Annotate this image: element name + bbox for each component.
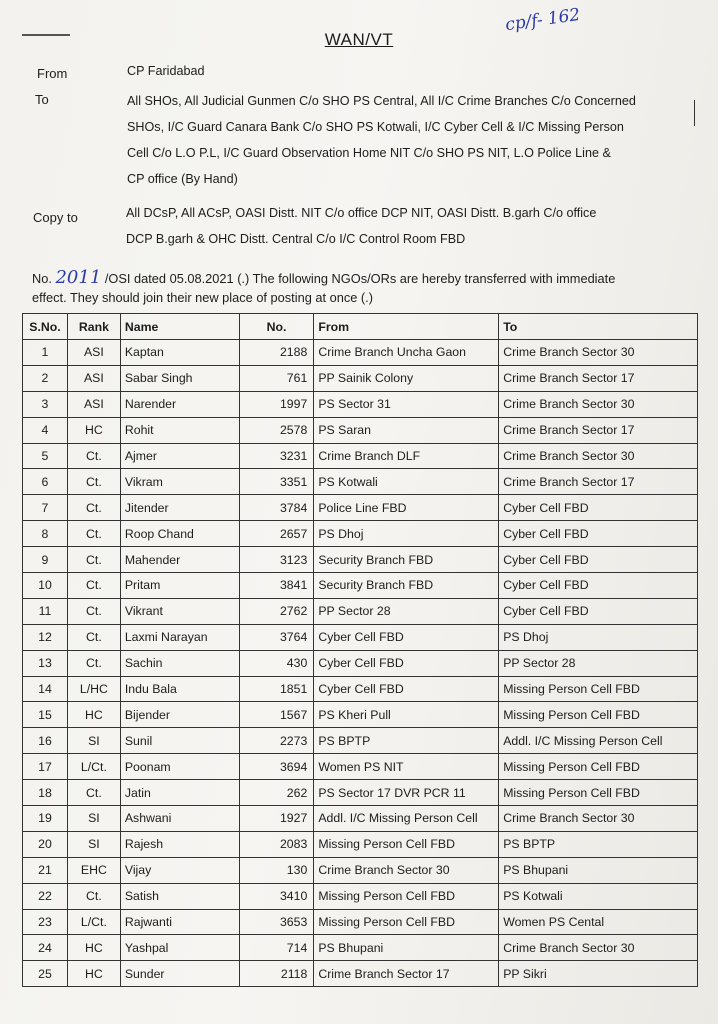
cell-rank: Ct. (67, 573, 120, 599)
copy-to-label: Copy to (33, 210, 78, 225)
table-body (23, 340, 698, 987)
table-row (23, 883, 698, 909)
table-row (23, 857, 698, 883)
cell-sno: 1 (23, 340, 68, 366)
cell-name: Narender (120, 391, 239, 417)
cell-to: Crime Branch Sector 17 (499, 469, 698, 495)
cell-name: Indu Bala (120, 676, 239, 702)
col-header-rank: Rank (67, 314, 120, 340)
table-row (23, 521, 698, 547)
cell-from: Addl. I/C Missing Person Cell (314, 806, 499, 832)
cell-name: Rohit (120, 417, 239, 443)
cell-number: 3653 (239, 909, 314, 935)
cell-number: 3123 (239, 547, 314, 573)
cell-sno: 6 (23, 469, 68, 495)
cell-from: PP Sector 28 (314, 598, 499, 624)
cell-to: Crime Branch Sector 30 (499, 340, 698, 366)
table-row (23, 469, 698, 495)
cell-number: 3841 (239, 573, 314, 599)
cell-number: 430 (239, 650, 314, 676)
cell-name: Rajesh (120, 831, 239, 857)
cell-from: PS Dhoj (314, 521, 499, 547)
table-row (23, 624, 698, 650)
table-row (23, 598, 698, 624)
cell-from: PS Kotwali (314, 469, 499, 495)
cell-name: Poonam (120, 754, 239, 780)
cell-from: Crime Branch Sector 30 (314, 857, 499, 883)
cell-rank: HC (67, 702, 120, 728)
copy-line: DCP B.garh & OHC Distt. Central C/o I/C Control Room FBD (126, 232, 466, 246)
cell-number: 3784 (239, 495, 314, 521)
cell-name: Sabar Singh (120, 365, 239, 391)
cell-name: Sachin (120, 650, 239, 676)
cell-sno: 14 (23, 676, 68, 702)
cell-name: Satish (120, 883, 239, 909)
cell-number: 1927 (239, 806, 314, 832)
cell-rank: Ct. (67, 598, 120, 624)
table-row (23, 495, 698, 521)
cell-name: Jitender (120, 495, 239, 521)
cell-number: 2273 (239, 728, 314, 754)
cell-sno: 18 (23, 780, 68, 806)
order-text (32, 268, 682, 307)
cell-number: 1851 (239, 676, 314, 702)
cell-to: Missing Person Cell FBD (499, 780, 698, 806)
cell-to: Cyber Cell FBD (499, 495, 698, 521)
cell-to: Missing Person Cell FBD (499, 702, 698, 728)
cell-number: 2083 (239, 831, 314, 857)
margin-mark (694, 100, 695, 126)
order-line-1: /OSI dated 05.08.2021 (.) The following NGOs/ORs are hereby transferred with immediate (104, 271, 616, 286)
table-row (23, 676, 698, 702)
table-row (23, 340, 698, 366)
cell-number: 3410 (239, 883, 314, 909)
copy-line: All DCsP, All ACsP, OASI Distt. NIT C/o office DCP NIT, OASI Distt. B.garh C/o office (126, 206, 597, 220)
cell-from: Cyber Cell FBD (314, 624, 499, 650)
handwritten-order-number: 2011 (55, 267, 102, 288)
order-prefix: No. (32, 271, 52, 286)
cell-sno: 23 (23, 909, 68, 935)
cell-rank: SI (67, 728, 120, 754)
table-row (23, 961, 698, 987)
cell-name: Mahender (120, 547, 239, 573)
cell-sno: 5 (23, 443, 68, 469)
cell-name: Rajwanti (120, 909, 239, 935)
cell-number: 2118 (239, 961, 314, 987)
cell-to: Crime Branch Sector 30 (499, 391, 698, 417)
cell-rank: Ct. (67, 495, 120, 521)
cell-rank: Ct. (67, 883, 120, 909)
cell-sno: 4 (23, 417, 68, 443)
cell-number: 2762 (239, 598, 314, 624)
cell-rank: L/HC (67, 676, 120, 702)
cell-rank: HC (67, 417, 120, 443)
order-line-2: effect. They should join their new place of posting at once (.) (32, 290, 373, 305)
cell-from: Crime Branch Uncha Gaon (314, 340, 499, 366)
cell-sno: 25 (23, 961, 68, 987)
cell-number: 130 (239, 857, 314, 883)
cell-name: Ashwani (120, 806, 239, 832)
cell-rank: Ct. (67, 780, 120, 806)
cell-sno: 21 (23, 857, 68, 883)
cell-name: Vikrant (120, 598, 239, 624)
cell-name: Bijender (120, 702, 239, 728)
cell-from: PP Sainik Colony (314, 365, 499, 391)
cell-number: 761 (239, 365, 314, 391)
cell-sno: 22 (23, 883, 68, 909)
cell-from: Security Branch FBD (314, 547, 499, 573)
table-row (23, 573, 698, 599)
cell-rank: SI (67, 831, 120, 857)
cell-to: Crime Branch Sector 30 (499, 935, 698, 961)
cell-number: 2188 (239, 340, 314, 366)
col-header-sno: S.No. (23, 314, 68, 340)
cell-rank: EHC (67, 857, 120, 883)
table-row (23, 702, 698, 728)
table-row (23, 417, 698, 443)
cell-sno: 15 (23, 702, 68, 728)
cell-to: PP Sikri (499, 961, 698, 987)
cell-from: Missing Person Cell FBD (314, 831, 499, 857)
cell-from: Cyber Cell FBD (314, 676, 499, 702)
cell-from: PS Bhupani (314, 935, 499, 961)
to-line: CP office (By Hand) (127, 172, 238, 186)
cell-to: Missing Person Cell FBD (499, 754, 698, 780)
to-line: SHOs, I/C Guard Canara Bank C/o SHO PS Kotwali, I/C Cyber Cell & I/C Missing Person (127, 120, 624, 134)
cell-name: Yashpal (120, 935, 239, 961)
cell-number: 1997 (239, 391, 314, 417)
cell-rank: ASI (67, 391, 120, 417)
cell-name: Jatin (120, 780, 239, 806)
cell-from: Cyber Cell FBD (314, 650, 499, 676)
cell-sno: 17 (23, 754, 68, 780)
table-row (23, 391, 698, 417)
table-row (23, 443, 698, 469)
cell-rank: SI (67, 806, 120, 832)
cell-from: PS Saran (314, 417, 499, 443)
cell-rank: Ct. (67, 624, 120, 650)
col-header-name: Name (120, 314, 239, 340)
cell-rank: L/Ct. (67, 909, 120, 935)
cell-rank: Ct. (67, 469, 120, 495)
cell-to: Cyber Cell FBD (499, 598, 698, 624)
cell-number: 262 (239, 780, 314, 806)
cell-number: 2578 (239, 417, 314, 443)
to-line: All SHOs, All Judicial Gunmen C/o SHO PS Central, All I/C Crime Branches C/o Concerned (127, 94, 636, 108)
cell-name: Ajmer (120, 443, 239, 469)
cell-to: Missing Person Cell FBD (499, 676, 698, 702)
cell-to: Cyber Cell FBD (499, 573, 698, 599)
cell-sno: 9 (23, 547, 68, 573)
cell-number: 3231 (239, 443, 314, 469)
table-row (23, 831, 698, 857)
cell-name: Vijay (120, 857, 239, 883)
table-row (23, 909, 698, 935)
from-label: From (37, 66, 68, 81)
cell-to: PS Bhupani (499, 857, 698, 883)
cell-number: 3351 (239, 469, 314, 495)
cell-from: Missing Person Cell FBD (314, 883, 499, 909)
cell-sno: 20 (23, 831, 68, 857)
table-row (23, 728, 698, 754)
to-label: To (35, 92, 49, 107)
table-row (23, 547, 698, 573)
cell-from: Security Branch FBD (314, 573, 499, 599)
cell-to: Crime Branch Sector 30 (499, 806, 698, 832)
cell-number: 3694 (239, 754, 314, 780)
cell-to: PP Sector 28 (499, 650, 698, 676)
cell-from: Missing Person Cell FBD (314, 909, 499, 935)
cell-rank: Ct. (67, 650, 120, 676)
cell-number: 714 (239, 935, 314, 961)
table-row (23, 365, 698, 391)
cell-sno: 10 (23, 573, 68, 599)
cell-from: PS Sector 31 (314, 391, 499, 417)
cell-sno: 8 (23, 521, 68, 547)
cell-sno: 11 (23, 598, 68, 624)
cell-to: Cyber Cell FBD (499, 521, 698, 547)
col-header-number: No. (239, 314, 314, 340)
cell-name: Vikram (120, 469, 239, 495)
cell-sno: 13 (23, 650, 68, 676)
cell-name: Pritam (120, 573, 239, 599)
cell-name: Roop Chand (120, 521, 239, 547)
cell-to: PS Kotwali (499, 883, 698, 909)
cell-from: PS Kheri Pull (314, 702, 499, 728)
col-header-from: From (314, 314, 499, 340)
cell-from: Police Line FBD (314, 495, 499, 521)
table-row (23, 935, 698, 961)
cell-to: PS BPTP (499, 831, 698, 857)
col-header-to: To (499, 314, 698, 340)
cell-sno: 7 (23, 495, 68, 521)
cell-rank: Ct. (67, 521, 120, 547)
cell-rank: HC (67, 935, 120, 961)
table-row (23, 806, 698, 832)
cell-to: Crime Branch Sector 17 (499, 417, 698, 443)
cell-to: Addl. I/C Missing Person Cell (499, 728, 698, 754)
cell-name: Laxmi Narayan (120, 624, 239, 650)
table-header-row (23, 314, 698, 340)
to-recipients (127, 88, 636, 192)
cell-to: Crime Branch Sector 17 (499, 365, 698, 391)
cell-rank: ASI (67, 340, 120, 366)
cell-rank: Ct. (67, 443, 120, 469)
cell-to: Crime Branch Sector 30 (499, 443, 698, 469)
cell-number: 3764 (239, 624, 314, 650)
cell-rank: ASI (67, 365, 120, 391)
cell-number: 2657 (239, 521, 314, 547)
table-row (23, 780, 698, 806)
cell-rank: L/Ct. (67, 754, 120, 780)
cell-from: PS BPTP (314, 728, 499, 754)
to-line: Cell C/o L.O P.L, I/C Guard Observation Home NIT C/o SHO PS NIT, L.O Police Line & (127, 146, 611, 160)
handwritten-file-note: cp/f- 162 (503, 4, 582, 36)
cell-sno: 2 (23, 365, 68, 391)
from-value: CP Faridabad (127, 64, 205, 78)
cell-from: Crime Branch DLF (314, 443, 499, 469)
cell-to: Women PS Cental (499, 909, 698, 935)
cell-name: Sunder (120, 961, 239, 987)
cell-name: Sunil (120, 728, 239, 754)
document-title: WAN/VT (324, 30, 394, 49)
copy-to-recipients (126, 200, 596, 252)
transfer-table (22, 313, 698, 987)
cell-from: Crime Branch Sector 17 (314, 961, 499, 987)
cell-rank: Ct. (67, 547, 120, 573)
cell-to: Cyber Cell FBD (499, 547, 698, 573)
cell-number: 1567 (239, 702, 314, 728)
cell-from: PS Sector 17 DVR PCR 11 (314, 780, 499, 806)
table-row (23, 754, 698, 780)
table-row (23, 650, 698, 676)
cell-sno: 19 (23, 806, 68, 832)
cell-sno: 24 (23, 935, 68, 961)
cell-sno: 16 (23, 728, 68, 754)
cell-sno: 12 (23, 624, 68, 650)
cell-rank: HC (67, 961, 120, 987)
cell-name: Kaptan (120, 340, 239, 366)
cell-to: PS Dhoj (499, 624, 698, 650)
cell-from: Women PS NIT (314, 754, 499, 780)
cell-sno: 3 (23, 391, 68, 417)
